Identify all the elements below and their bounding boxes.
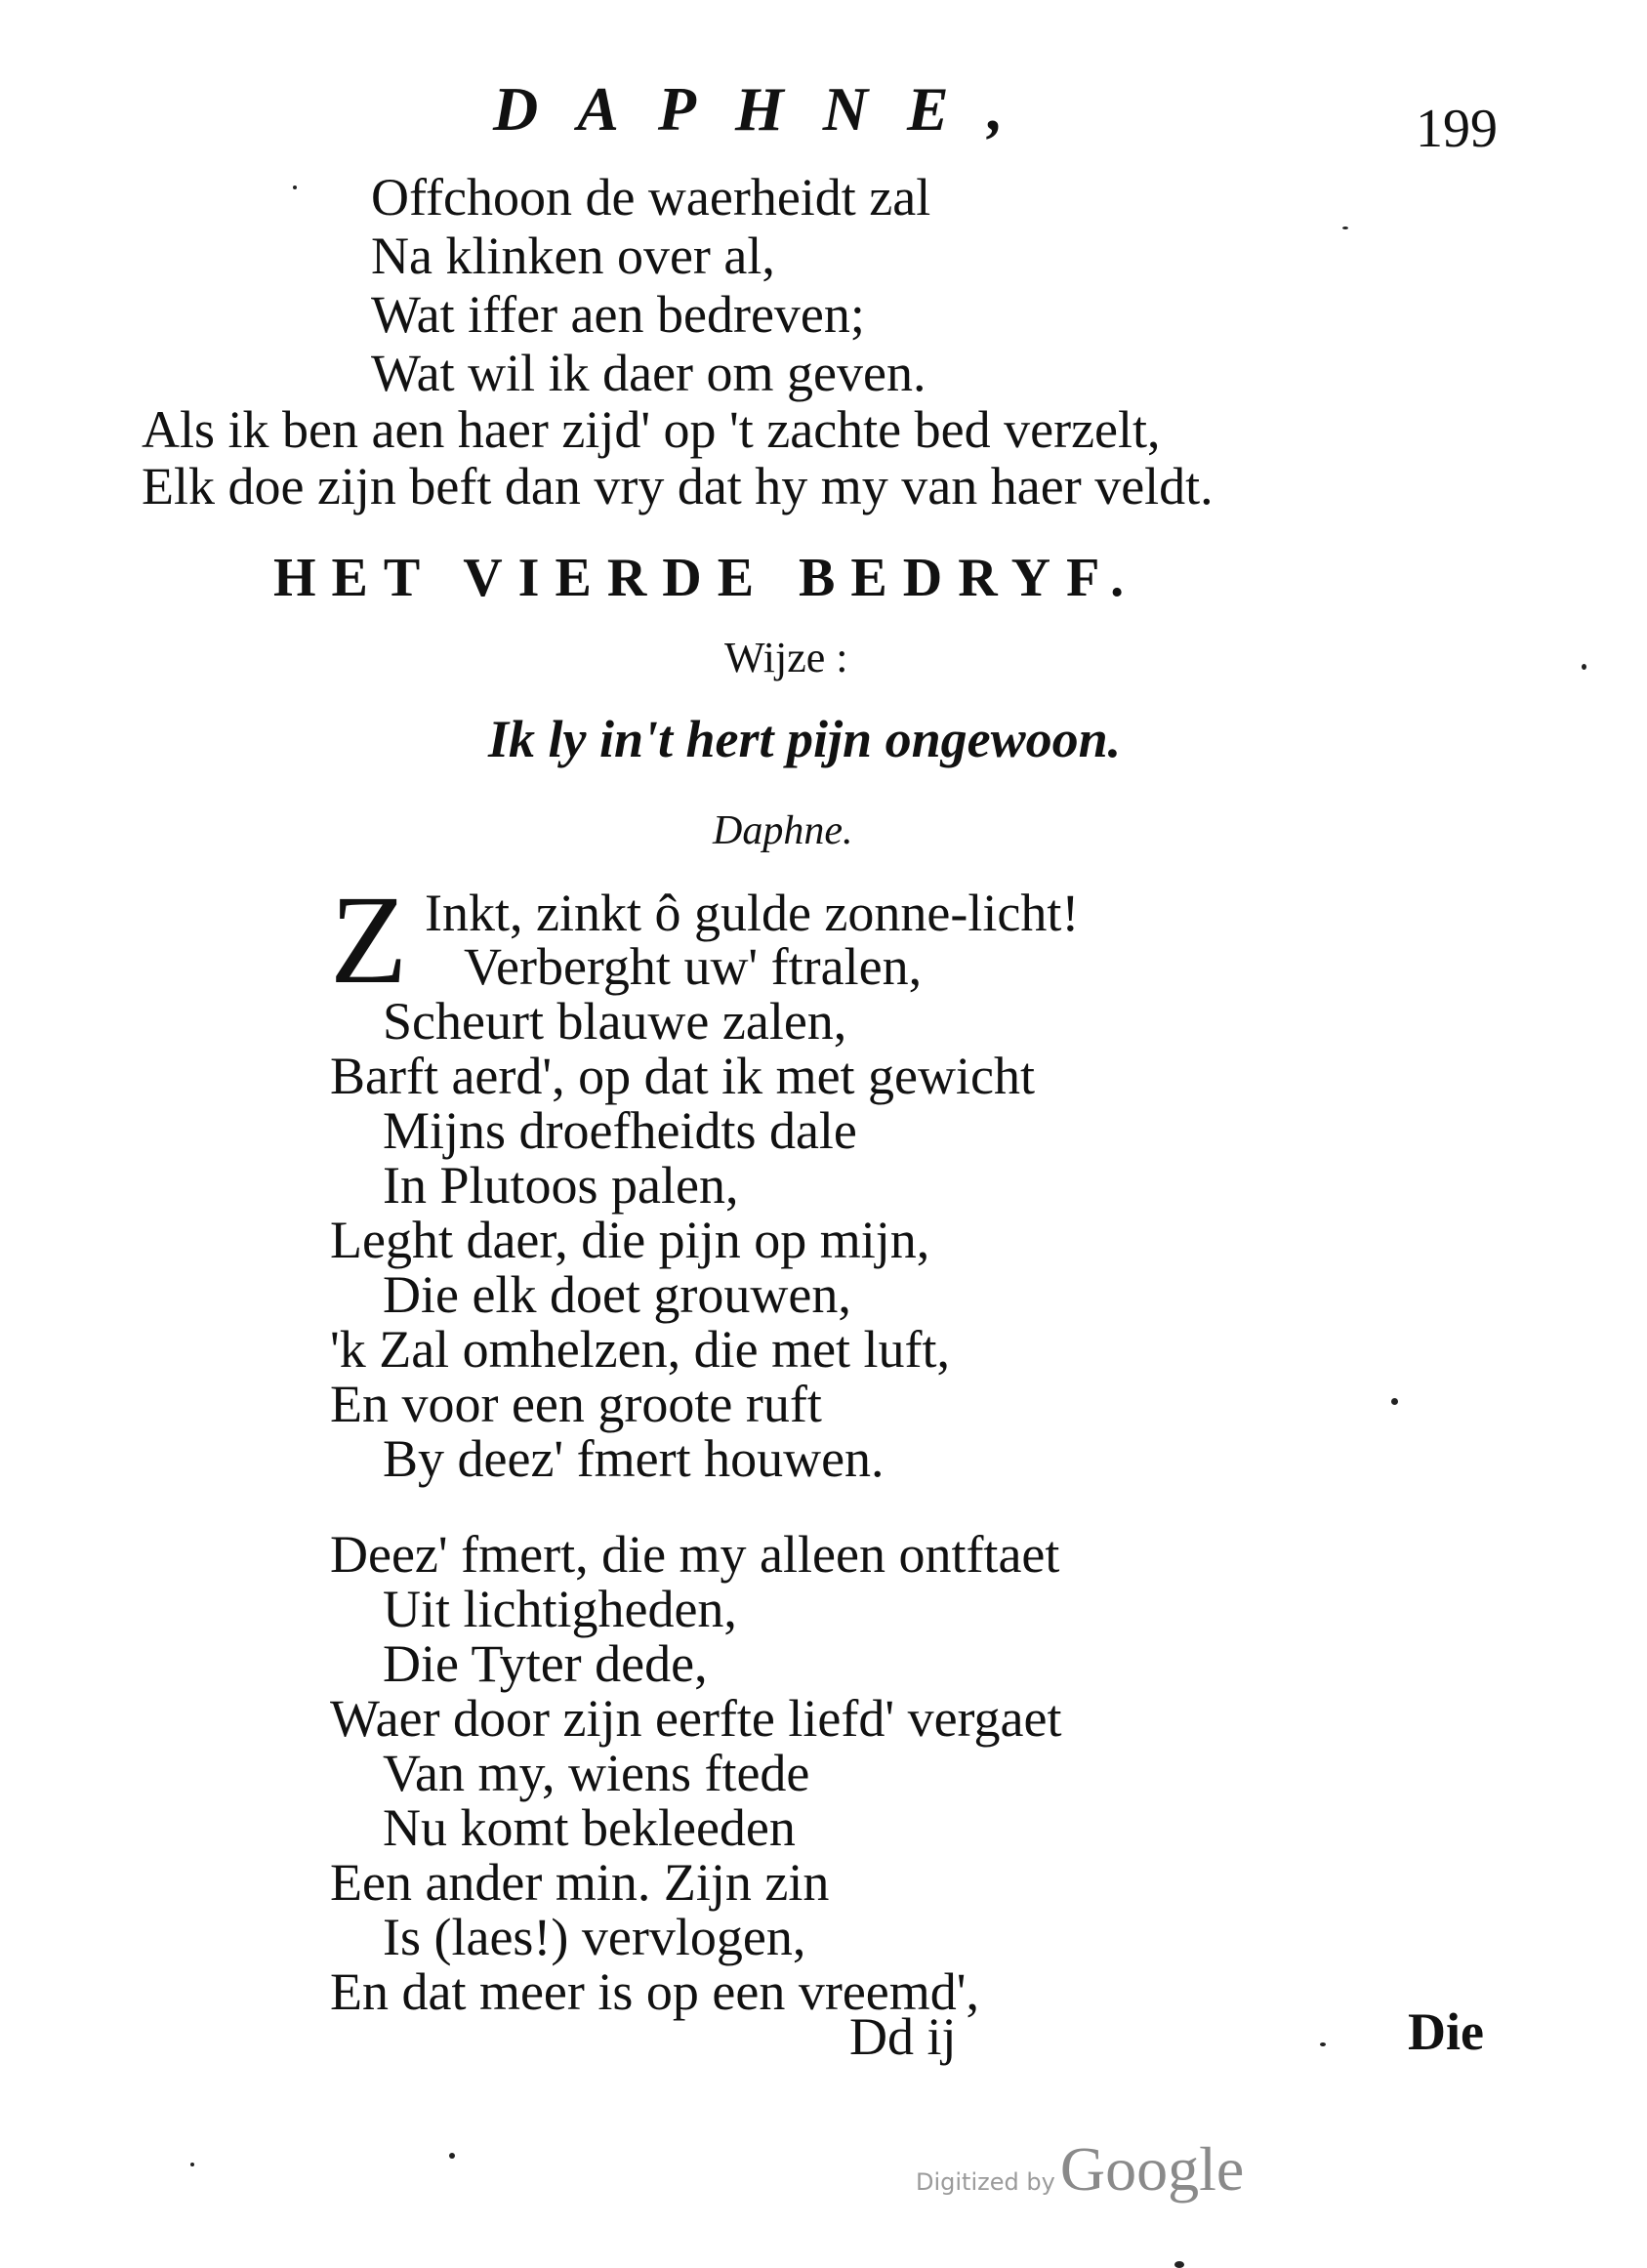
- scan-speck: [293, 186, 297, 189]
- watermark-prefix: Digitized by: [916, 2168, 1055, 2196]
- verse-line: Verberght uw' ftralen,: [464, 937, 923, 996]
- verse-line: Leght daer, die pijn op mijn,: [330, 1211, 930, 1269]
- verse-line: Wat iffer aen bedreven;: [371, 285, 865, 344]
- scan-speck: [1582, 664, 1586, 670]
- verse-line: En dat meer is op een vreemd',: [330, 1962, 979, 2021]
- act-heading: HET VIERDE BEDRYF.: [273, 548, 1140, 608]
- signature-mark: Dd ij: [849, 2007, 957, 2066]
- verse-line: In Plutoos palen,: [383, 1156, 739, 1215]
- verse-line: Een ander min. Zijn zin: [330, 1853, 830, 1912]
- verse-line: Wat wil ik daer om geven.: [371, 344, 926, 402]
- scan-speck: [1174, 2261, 1184, 2268]
- verse-line: Deez' fmert, die my alleen ontftaet: [330, 1525, 1060, 1584]
- drop-capital: Z: [330, 870, 408, 1010]
- verse-line: Offchoon de waerheidt zal: [371, 168, 931, 227]
- tune-label: Wijze :: [724, 634, 848, 681]
- verse-line: 'k Zal omhelzen, die met luft,: [330, 1320, 951, 1379]
- verse-line: Als ik ben aen haer zijd' op 't zachte bed verzelt,: [142, 400, 1161, 459]
- page-number: 199: [1416, 99, 1498, 159]
- scan-speck: [190, 2163, 194, 2166]
- scan-speck: [1342, 227, 1348, 229]
- catchword: Die: [1408, 2002, 1484, 2061]
- verse-line: Na klinken over al,: [371, 227, 775, 285]
- verse-line: Waer door zijn eerfte liefd' vergaet: [330, 1689, 1062, 1748]
- verse-line: Elk doe zijn beft dan vry dat hy my van haer veldt.: [142, 457, 1214, 515]
- verse-line: Scheurt blauwe zalen,: [383, 992, 847, 1051]
- scan-speck: [449, 2153, 455, 2159]
- verse-line: Is (laes!) vervlogen,: [383, 1908, 806, 1966]
- verse-line: Die elk doet grouwen,: [383, 1265, 851, 1324]
- verse-line: Inkt, zinkt ô gulde zonne-licht!: [425, 884, 1080, 942]
- scan-speck: [1391, 1398, 1398, 1405]
- watermark-brand: Google: [1059, 2134, 1245, 2204]
- tune-title: Ik ly in't hert pijn ongewoon.: [488, 710, 1122, 768]
- running-title: DAPHNE,: [493, 74, 1043, 144]
- verse-line: En voor een groote ruft: [330, 1375, 822, 1433]
- verse-line: Uit lichtigheden,: [383, 1580, 737, 1638]
- digitization-watermark: [916, 2133, 1244, 2206]
- speaker-name: Daphne.: [713, 808, 853, 853]
- verse-line: Nu komt bekleeden: [383, 1798, 796, 1857]
- scan-speck: [1320, 2042, 1326, 2046]
- verse-line: By deez' fmert houwen.: [383, 1429, 885, 1488]
- verse-line: Barft aerd', op dat ik met gewicht: [330, 1047, 1035, 1105]
- verse-line: Mijns droefheidts dale: [383, 1101, 857, 1160]
- verse-line: Die Tyter dede,: [383, 1634, 708, 1693]
- verse-line: Van my, wiens ftede: [383, 1744, 810, 1802]
